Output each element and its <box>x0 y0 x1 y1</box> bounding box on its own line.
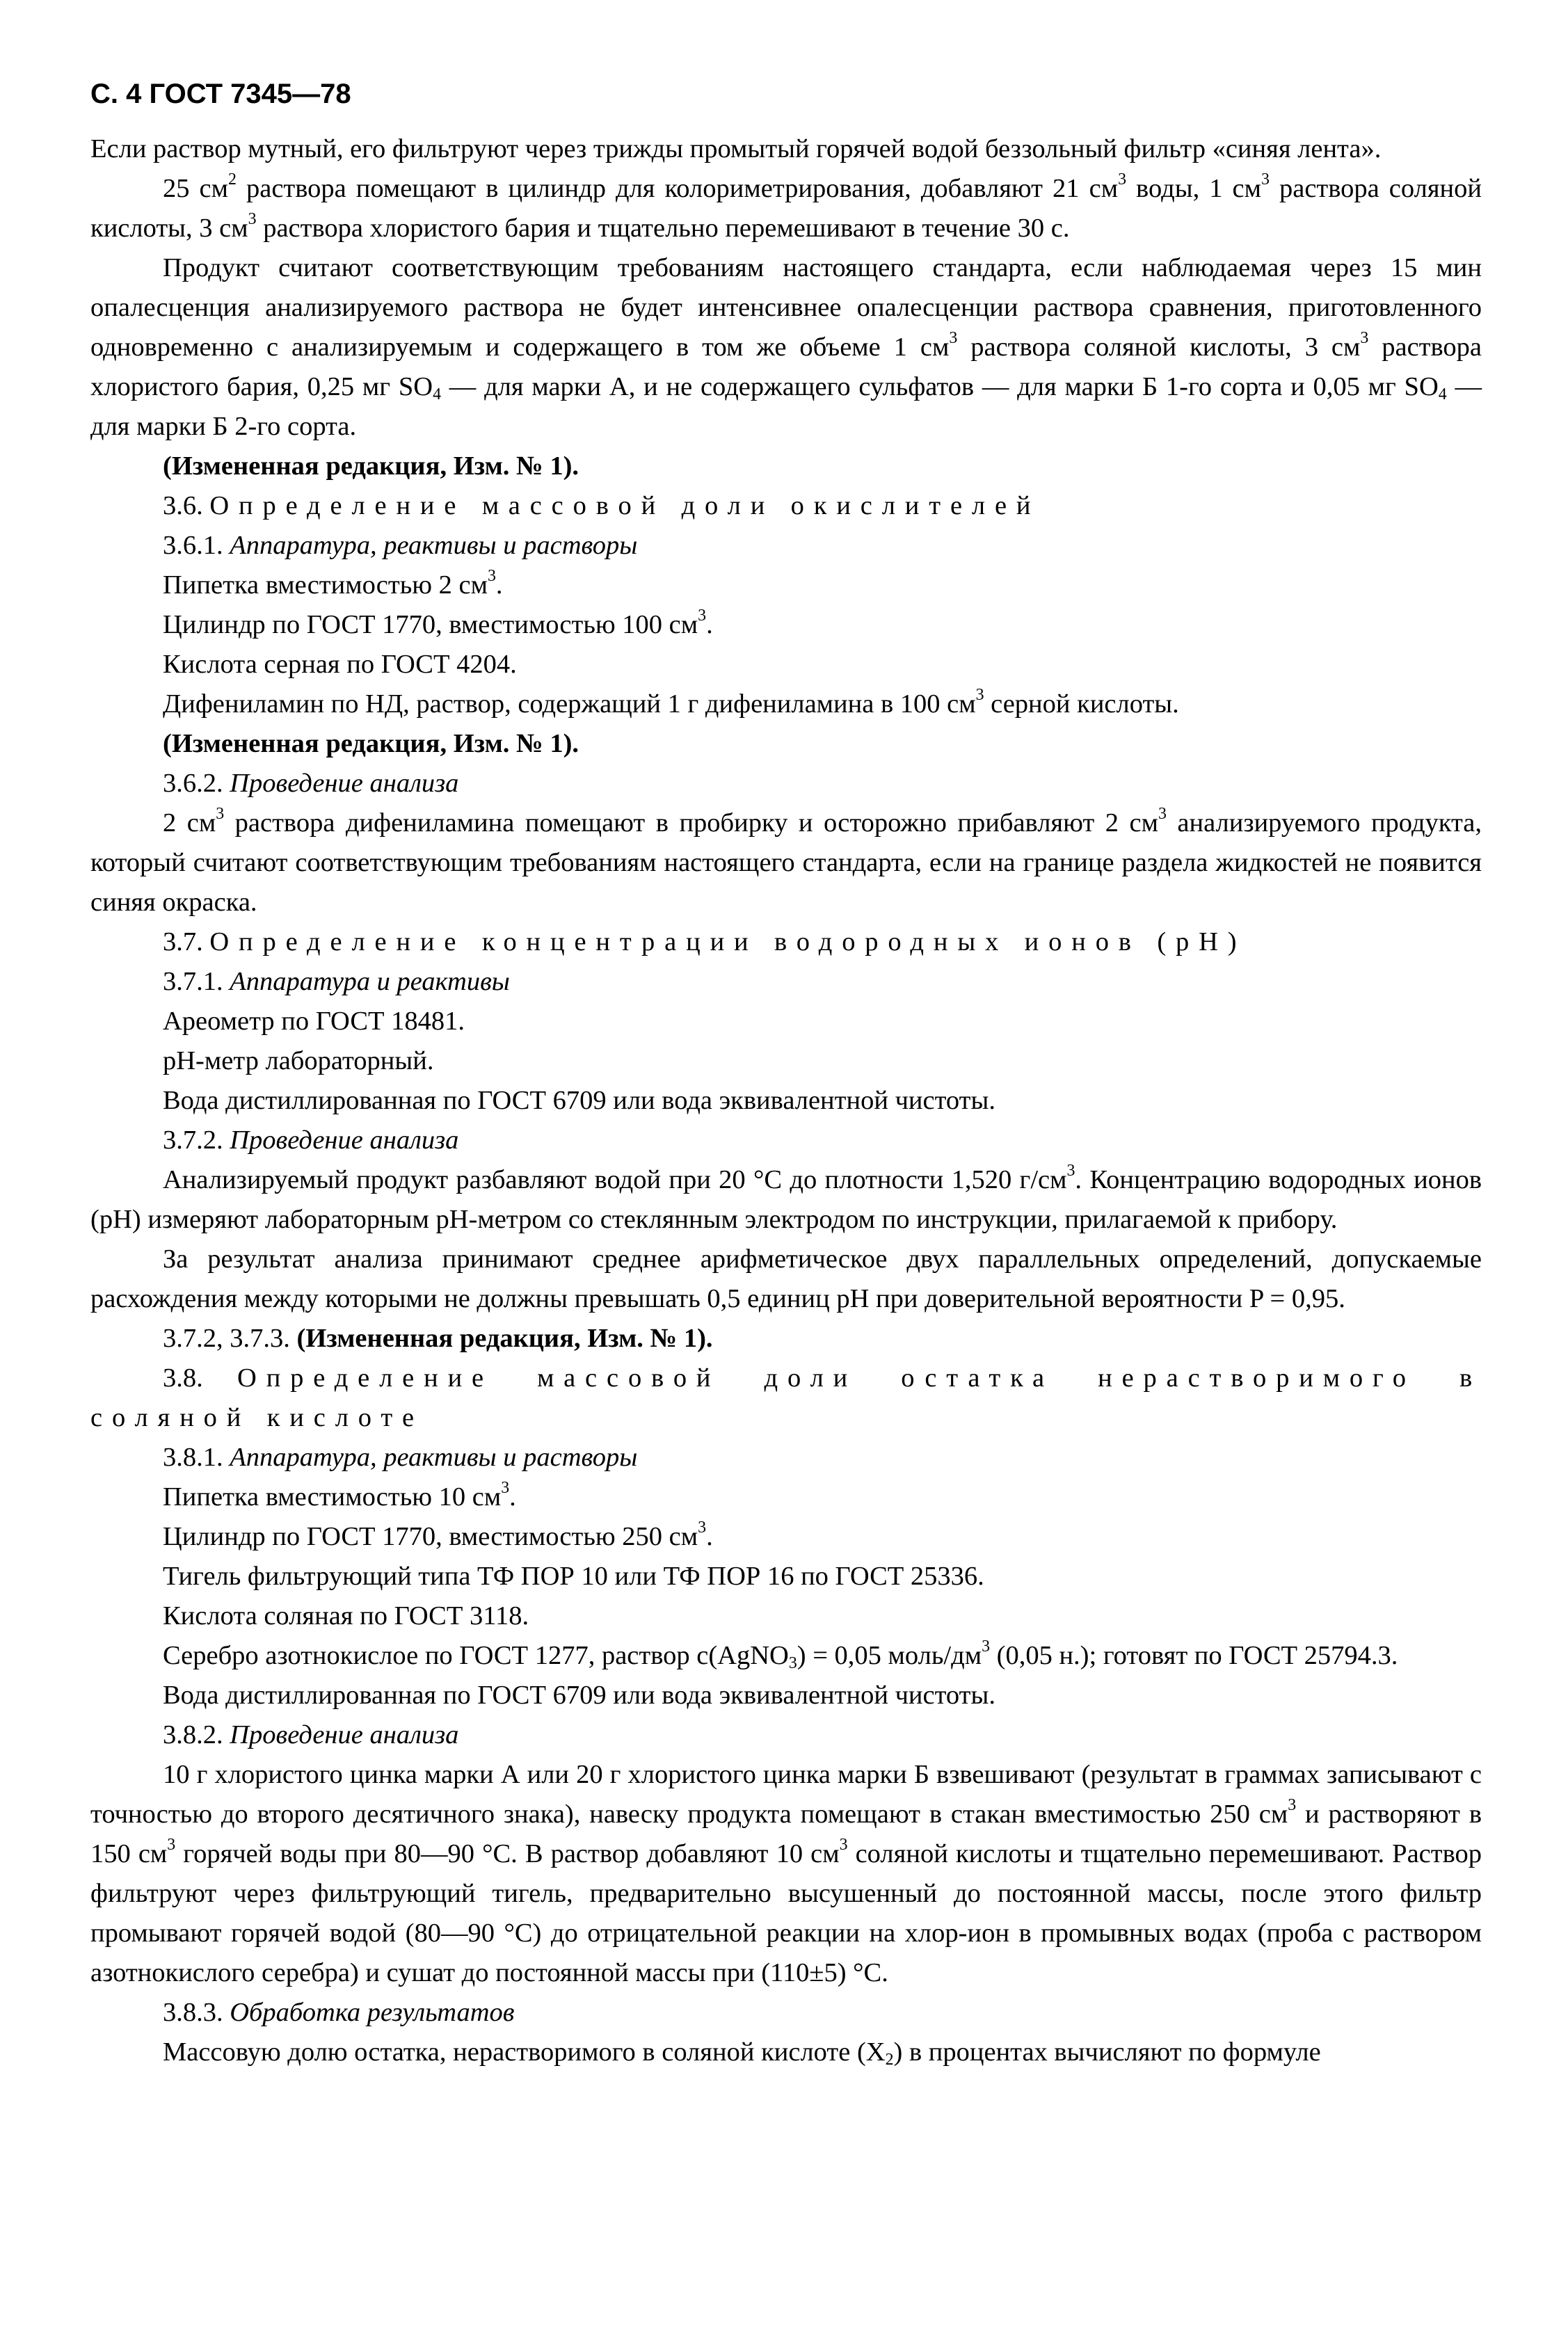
document-body <box>90 129 1482 2072</box>
paragraph-p22 <box>90 1319 1482 1359</box>
paragraph-text: Дифениламин по НД, раствор, содержащий 1 г дифениламина в 100 $см^3$ серной кислоты. <box>163 686 1179 719</box>
paragraph-p08 <box>90 605 1482 645</box>
paragraph-p30 <box>90 1676 1482 1715</box>
paragraph-text: Кислота серная по ГОСТ 4204. <box>163 650 517 679</box>
paragraph-text: Если раствор мутный, его фильтруют через трижды промытый горячей водой беззольный фильтр «синяя лента». <box>90 134 1382 163</box>
section-number: 3.7.2, 3.7.3. <box>163 1324 297 1353</box>
paragraph-p23 <box>90 1359 1482 1438</box>
paragraph-p20 <box>90 1160 1482 1240</box>
paragraph-text: Определение концентрации водородных ионов (pH) <box>209 927 1247 956</box>
paragraph-p11 <box>90 724 1482 764</box>
paragraph-p21 <box>90 1240 1482 1319</box>
paragraph-p27 <box>90 1557 1482 1596</box>
paragraph-p24 <box>90 1438 1482 1477</box>
paragraph-text: За результат анализа принимают среднее арифметическое двух параллельных определений, допускаемые расхождения между которыми не должны превышать 0,5 единиц pH при доверительной вероятности P = 0,95. <box>90 1244 1482 1313</box>
paragraph-text: Кислота соляная по ГОСТ 3118. <box>163 1601 529 1631</box>
paragraph-text: Пипетка вместимостью 10 $см^3$. <box>163 1479 516 1512</box>
paragraph-text: Проведение анализа <box>230 1720 459 1749</box>
paragraph-p06 <box>90 526 1482 566</box>
section-number: 3.6.2. <box>163 769 230 798</box>
paragraph-text: Обработка результатов <box>230 1998 515 2027</box>
section-number: 3.8. <box>163 1363 238 1393</box>
paragraph-p34 <box>90 2033 1482 2072</box>
paragraph-text: (Измененная редакция, Изм. № 1). <box>163 729 579 758</box>
paragraph-p16 <box>90 1002 1482 1041</box>
paragraph-text: Ареометр по ГОСТ 18481. <box>163 1007 465 1036</box>
paragraph-text: Вода дистиллированная по ГОСТ 6709 или вода эквивалентной чистоты. <box>163 1086 995 1115</box>
paragraph-text: Цилиндр по ГОСТ 1770, вместимостью 100 $см^3$. <box>163 607 713 639</box>
paragraph-text: Определение массовой доли остатка нерастворимого в соляной кислоте <box>90 1363 1482 1432</box>
paragraph-p09 <box>90 645 1482 684</box>
paragraph-p01 <box>90 129 1482 169</box>
paragraph-p10 <box>90 684 1482 724</box>
paragraph-p02 <box>90 169 1482 248</box>
paragraph-text: Аппаратура, реактивы и растворы <box>230 531 638 560</box>
paragraph-text: Аппаратура, реактивы и растворы <box>230 1443 638 1472</box>
section-number: 3.7. <box>163 927 210 956</box>
paragraph-p15 <box>90 962 1482 1002</box>
section-number: 3.8.3. <box>163 1998 230 2027</box>
paragraph-text: Вода дистиллированная по ГОСТ 6709 или вода эквивалентной чистоты. <box>163 1681 995 1710</box>
paragraph-text: 25 $см^2$ раствора помещают в цилиндр для колориметрирования, добавляют 21 $см^3$ воды, 1 $см^3$ раствора соляной кислоты, 3 $см^3$ раствора хлористого бария и тщательно перемешивают в течение 30 с. <box>90 170 1482 243</box>
paragraph-p14 <box>90 922 1482 962</box>
paragraph-p19 <box>90 1121 1482 1160</box>
section-number: 3.7.2. <box>163 1126 230 1155</box>
paragraph-text: (Измененная редакция, Изм. № 1). <box>296 1324 713 1353</box>
paragraph-text: Цилиндр по ГОСТ 1770, вместимостью 250 $см^3$. <box>163 1519 713 1551</box>
paragraph-p25 <box>90 1477 1482 1517</box>
paragraph-text: 10 г хлористого цинка марки А или 20 г хлористого цинка марки Б взвешивают (результат в граммах записывают с точностью до второго десятичного знака), навеску продукта помещают в стакан вместимостью 250 $см^3$ и растворяют в 150 $см^3$ горячей воды при 80—90 °С. В раствор добавляют 10 $см^3$ соляной кислоты и тщательно перемешивают. Раствор фильтруют через фильтрующий тигель, предварительно высушенный до постоянной массы, после этого фильтр промывают горячей водой (80—90 °С) до отрицательной реакции на хлор-ион в промывных водах (проба с раствором азотнокислого серебра) и сушат до постоянной массы при (110±5) °С. <box>90 1760 1482 1987</box>
paragraph-text: Тигель фильтрующий типа ТФ ПОР 10 или ТФ ПОР 16 по ГОСТ 25336. <box>163 1562 984 1591</box>
paragraph-p26 <box>90 1517 1482 1557</box>
paragraph-p29 <box>90 1636 1482 1676</box>
paragraph-p17 <box>90 1041 1482 1081</box>
section-number: 3.6. <box>163 491 210 520</box>
paragraph-text: (Измененная редакция, Изм. № 1). <box>163 451 579 481</box>
section-number: 3.8.2. <box>163 1720 230 1749</box>
page-header: С. 4 ГОСТ 7345—78 <box>90 79 351 109</box>
paragraph-text: pH-метр лабораторный. <box>163 1046 434 1075</box>
paragraph-text: Определение массовой доли окислителей <box>209 491 1041 520</box>
paragraph-text: Серебро азотнокислое по ГОСТ 1277, раствор c(AgNO$_3$) = 0,05 моль/$дм^3$ (0,05 н.); готовят по ГОСТ 25794.3. <box>163 1637 1398 1672</box>
paragraph-p32 <box>90 1755 1482 1993</box>
paragraph-p18 <box>90 1081 1482 1121</box>
paragraph-p07 <box>90 566 1482 605</box>
paragraph-p13 <box>90 803 1482 922</box>
paragraph-text: 2 $см^3$ раствора дифениламина помещают в пробирку и осторожно прибавляют 2 $см^3$ анализируемого продукта, который считают соответствующим требованиям настоящего стандарта, если на границе раздела жидкостей не появится синяя окраска. <box>90 805 1482 917</box>
paragraph-text: Проведение анализа <box>230 769 459 798</box>
paragraph-p33 <box>90 1993 1482 2033</box>
paragraph-p05 <box>90 486 1482 526</box>
paragraph-p04 <box>90 447 1482 486</box>
paragraph-text: Продукт считают соответствующим требованиям настоящего стандарта, если наблюдаемая через 15 мин опалесценция анализируемого раствора не будет интенсивнее опалесценции раствора сравнения, приготовленного одновременно с анализируемым и содержащего в том же объеме 1 $см^3$ раствора соляной кислоты, 3 $см^3$ раствора хлористого бария, 0,25 мг $SO_4$ — для марки А, и не содержащего сульфатов — для марки Б 1-го сорта и 0,05 мг $SO_4$ — для марки Б 2-го сорта. <box>90 253 1482 441</box>
document-page <box>90 77 1482 2072</box>
section-number: 3.8.1. <box>163 1443 230 1472</box>
paragraph-p03 <box>90 248 1482 447</box>
paragraph-p28 <box>90 1596 1482 1636</box>
paragraph-text: Пипетка вместимостью 2 $см^3$. <box>163 567 503 600</box>
paragraph-text: Проведение анализа <box>230 1126 459 1155</box>
paragraph-p31 <box>90 1715 1482 1755</box>
paragraph-text: Аппаратура и реактивы <box>230 967 510 996</box>
paragraph-p12 <box>90 764 1482 803</box>
section-number: 3.7.1. <box>163 967 230 996</box>
paragraph-text: Анализируемый продукт разбавляют водой при 20 °С до плотности 1,520 $г/см^3$. Концентрацию водородных ионов (pH) измеряют лабораторным pH-метром со стеклянным электродом по инструкции, прилагаемой к прибору. <box>90 1162 1482 1234</box>
paragraph-text: Массовую долю остатка, нерастворимого в соляной кислоте $(X_2)$ в процентах вычисляют по формуле <box>163 2037 1321 2069</box>
section-number: 3.6.1. <box>163 531 230 560</box>
